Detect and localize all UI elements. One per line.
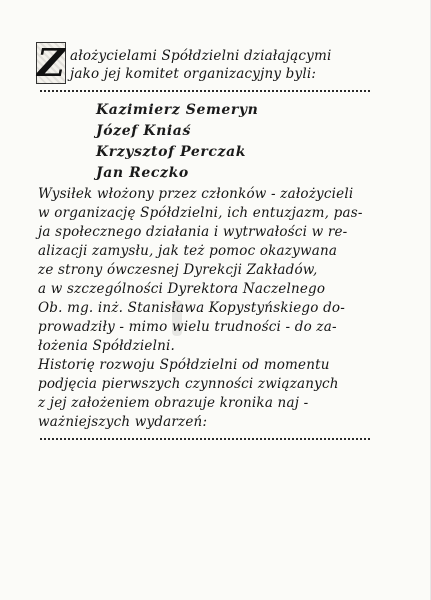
body-line-6: a w szczególności Dyrektora Naczelnego (38, 281, 326, 297)
founder-name-4: Jan Reczko (96, 165, 189, 181)
body-line-7: Ob. mg. inż. Stanisława Kopystyńskiego do- (38, 300, 346, 316)
body-line-4: alizacji zamysłu, jak też pomoc okazywana (38, 243, 338, 259)
founder-name-2: Józef Kniaś (96, 123, 191, 139)
founder-name-1: Kazimierz Semeryn (96, 102, 259, 118)
illuminated-initial (36, 42, 66, 84)
founder-name-3: Krzysztof Perczak (96, 144, 247, 160)
header-line-1: ałożycielami Spółdzielni działającymi (70, 48, 332, 64)
body-line-5: ze strony ówczesnej Dyrekcji Zakładów, (38, 262, 318, 278)
header-line-2: jako jej komitet organizacyjny byli: (70, 66, 317, 82)
body-line-1: Wysiłek włożony przez członków - założycieli (38, 186, 354, 202)
body-line-10: Historię rozwoju Spółdzielni od momentu (38, 357, 330, 373)
body-line-2: w organizację Spółdzielni, ich entuzjazm, pas- (38, 205, 363, 221)
body-line-8: prowadziły - mimo wielu trudności - do za- (38, 319, 337, 335)
body-line-12: z jej założeniem obrazuje kronika naj - (38, 395, 309, 411)
body-line-9: łożenia Spółdzielni. (38, 338, 176, 354)
body-line-3: ja społecznego działania i wytrwałości w re- (38, 224, 348, 240)
body-line-11: podjęcia pierwszych czynności związanych (38, 376, 339, 392)
header-divider (40, 90, 370, 92)
closing-divider (40, 438, 370, 440)
body-line-13: ważniejszych wydarzeń: (38, 414, 208, 430)
scan-smudge (172, 300, 182, 336)
initial-letter: Z (37, 40, 65, 85)
